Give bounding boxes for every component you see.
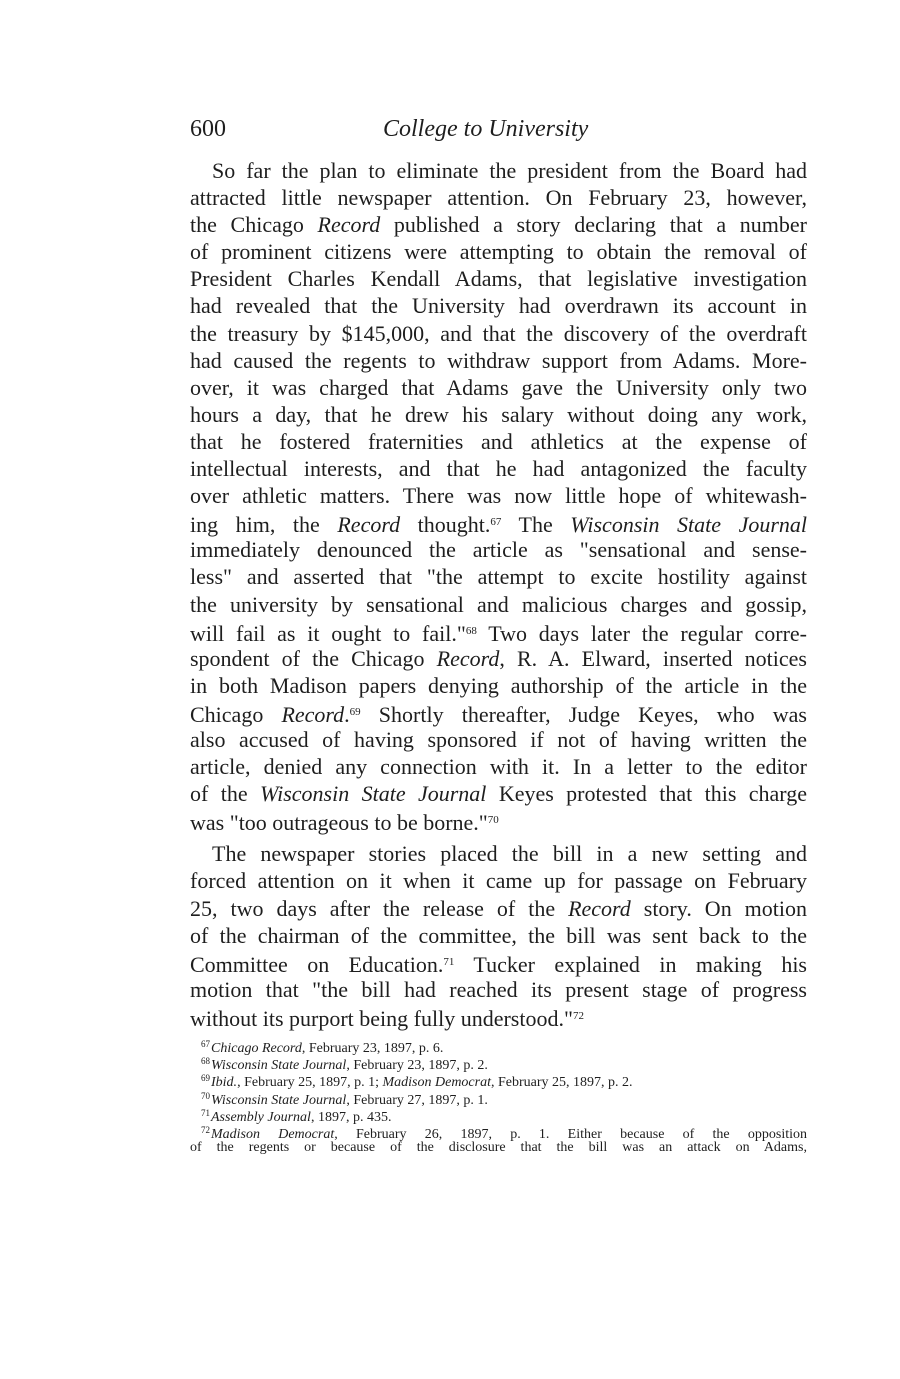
- text-line: Chicago Record.$^{69}$ Shortly thereafter, Judge Keyes, who was: [190, 701, 807, 727]
- running-head: [190, 113, 807, 145]
- text-line: also accused of having sponsored if not of having written the: [190, 726, 807, 752]
- paragraph: [190, 157, 807, 834]
- footnote-continuation: of the regents or because of the disclosure that the bill was an attack on Adams,: [190, 1140, 807, 1156]
- text-line: of the chairman of the committee, the bill was sent back to the: [190, 922, 807, 948]
- text-line: that he fostered fraternities and athletics at the expense of: [190, 428, 807, 454]
- page-number: 600: [190, 116, 226, 142]
- text-line: over athletic matters. There was now little hope of whitewash-: [190, 483, 807, 509]
- text-line: less" and asserted that "the attempt to excite hostility against: [190, 564, 807, 590]
- text-line: spondent of the Chicago Record, R. A. Elward, inserted notices: [190, 645, 807, 671]
- text-line: the Chicago Record published a story declaring that a number: [190, 212, 807, 238]
- text-line: of the Wisconsin State Journal Keyes protested that this charge: [190, 781, 807, 807]
- text-line: article, denied any connection with it. In a letter to the editor: [190, 754, 807, 780]
- footnotes: [190, 1036, 807, 1156]
- footnote: $^{69}$Ibid., February 25, 1897, p. 1; Madison Democrat, February 25, 1897, p. 2.: [201, 1073, 633, 1091]
- text-line: had revealed that the University had overdrawn its account in: [190, 293, 807, 319]
- text-line: The newspaper stories placed the bill in a new setting and: [212, 841, 807, 867]
- text-line: the treasury by $145,000, and that the discovery of the overdraft: [190, 320, 807, 346]
- text-line: over, it was charged that Adams gave the University only two: [190, 374, 807, 400]
- text-line: 25, two days after the release of the Record story. On motion: [190, 895, 808, 921]
- text-line: ing him, the Record thought.$^{67}$ The Wisconsin State Journal: [190, 512, 808, 538]
- text-line: So far the plan to eliminate the president from the Board had: [212, 158, 807, 183]
- footnote: $^{71}$Assembly Journal, 1897, p. 435.: [201, 1107, 392, 1125]
- footnote: $^{68}$Wisconsin State Journal, February 23, 1897, p. 2.: [201, 1056, 488, 1074]
- text-line: of prominent citizens were attempting to obtain the removal of: [190, 239, 807, 265]
- text-line: without its purport being fully understood."$^{72}$: [190, 1005, 584, 1031]
- text-line: intellectual interests, and that he had antagonized the faculty: [190, 456, 807, 482]
- text-line: hours a day, that he drew his salary without doing any work,: [190, 401, 807, 427]
- text-line: motion that "the bill had reached its present stage of progress: [190, 976, 807, 1002]
- text-line: the university by sensational and malicious charges and gossip,: [190, 591, 807, 617]
- text-line: immediately denounced the article as "sensational and sense-: [190, 537, 807, 563]
- footnote: $^{70}$Wisconsin State Journal, February 27, 1897, p. 1.: [201, 1090, 488, 1108]
- text-line: attracted little newspaper attention. On February 23, however,: [190, 185, 807, 211]
- text-line: Committee on Education.$^{71}$ Tucker explained in making his: [190, 951, 807, 977]
- text-line: in both Madison papers denying authorship of the article in the: [190, 672, 807, 698]
- footnote: $^{72}$Madison Democrat, February 26, 1897, p. 1. Either because of the opposition: [201, 1124, 807, 1142]
- paragraph: [190, 840, 807, 1030]
- text-line: had caused the regents to withdraw support from Adams. More-: [190, 347, 807, 373]
- text-line: will fail as it ought to fail."$^{68}$ Two days later the regular corre-: [190, 620, 807, 646]
- text-line: forced attention on it when it came up for passage on February: [190, 868, 807, 894]
- text-line: was "too outrageous to be borne."$^{70}$: [190, 810, 499, 836]
- footnote: $^{67}$Chicago Record, February 23, 1897, p. 6.: [201, 1039, 444, 1056]
- running-title: College to University: [383, 116, 589, 142]
- body-text: [190, 157, 807, 1030]
- text-line: President Charles Kendall Adams, that legislative investigation: [190, 266, 807, 292]
